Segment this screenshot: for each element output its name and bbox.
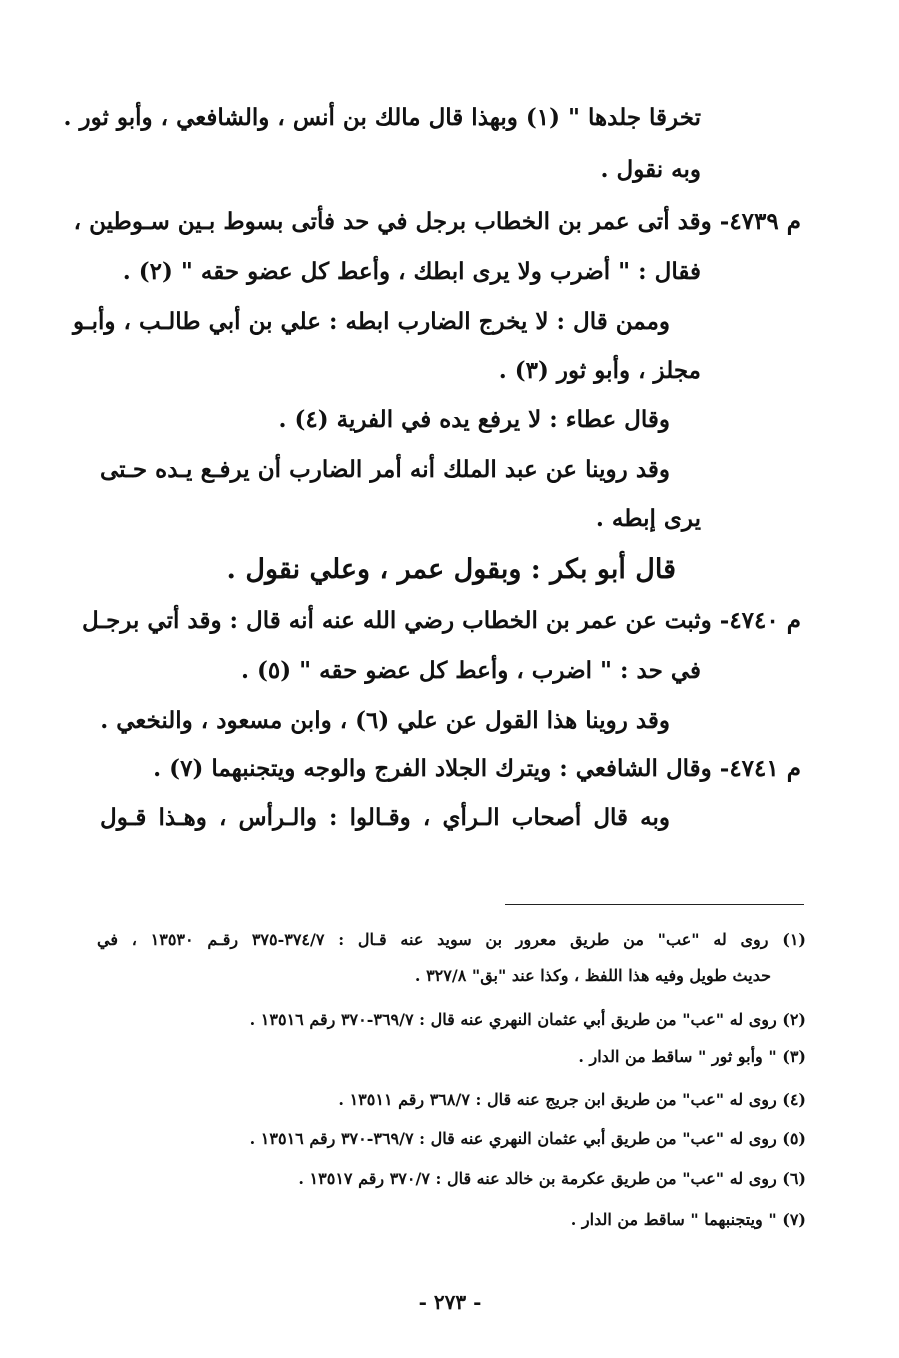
footnote-2: (٢) روى له "عب" من طريق أبي عثمان النهري عنه قال : ٣٦٩/٧-٣٧٠ رقم ١٣٥١٦ .: [249, 1010, 806, 1029]
text-line-11: م ٤٧٤٠- وثبت عن عمر بن الخطاب رضي الله عنه أنه قال : وقد أتي برجـل: [81, 607, 801, 634]
text-line-12: في حد : " اضرب ، وأعط كل عضو حقه " (٥) .: [241, 657, 701, 684]
text-line-4: فقال : " أضرب ولا يرى ابطك ، وأعط كل عضو حقه " (٢) .: [122, 258, 701, 285]
text-line-1: تخرقا جلدها " (١) وبهذا قال مالك بن أنس ، والشافعي ، وأبو ثور .: [63, 104, 701, 131]
footnote-4: (٤) روى له "عب" من طريق ابن جريج عنه قال : ٣٦٨/٧ رقم ١٣٥١١ .: [338, 1090, 806, 1109]
footnote-6: (٦) روى له "عب" من طريق عكرمة بن خالد عنه قال : ٣٧٠/٧ رقم ١٣٥١٧ .: [298, 1169, 806, 1188]
text-line-14: م ٤٧٤١- وقال الشافعي : ويترك الجلاد الفرج والوجه ويتجنبهما (٧) .: [153, 755, 801, 782]
text-line-5: وممن قال : لا يخرج الضارب ابطه : علي بن أبي طالـب ، وأبـو: [73, 308, 670, 335]
text-line-15: وبه قال أصحاب الـرأي ، وقـالوا : والـرأس ، وهـذا قـول: [100, 804, 670, 831]
text-line-9: يرى إبطه .: [595, 505, 701, 532]
text-line-13: وقد روينا هذا القول عن علي (٦) ، وابن مسعود ، والنخعي .: [100, 707, 670, 734]
footnote-separator: [505, 904, 804, 905]
footnote-5: (٥) روى له "عب" من طريق أبي عثمان النهري عنه قال : ٣٦٩/٧-٣٧٠ رقم ١٣٥١٦ .: [249, 1129, 806, 1148]
footnote-7: (٧) " ويتجنبهما " ساقط من الدار .: [570, 1210, 806, 1229]
text-line-7: وقال عطاء : لا يرفع يده في الفرية (٤) .: [278, 406, 670, 433]
footnote-1-continued: حديث طويل وفيه هذا اللفظ ، وكذا عند "بق" ٣٢٧/٨ .: [414, 966, 771, 985]
page-number: - ٢٧٣ -: [418, 1290, 482, 1314]
text-line-8: وقد روينا عن عبد الملك أنه أمر الضارب أن يرفـع يـده حـتى: [100, 456, 670, 483]
footnote-1: (١) روى له "عب" من طريق معرور بن سويد عنه قـال : ٣٧٤/٧-٣٧٥ رقـم ١٣٥٣٠ ، في: [97, 930, 806, 949]
text-line-6: مجلز ، وأبو ثور (٣) .: [498, 357, 701, 384]
footnote-3: (٣) " وأبو ثور " ساقط من الدار .: [578, 1047, 806, 1066]
text-line-2: وبه نقول .: [600, 156, 701, 183]
text-line-3: م ٤٧٣٩- وقد أتى عمر بن الخطاب برجل في حد فأتى بسوط بـين سـوطين ،: [73, 208, 801, 235]
section-heading: قال أبو بكر : وبقول عمر ، وعلي نقول .: [226, 554, 676, 585]
